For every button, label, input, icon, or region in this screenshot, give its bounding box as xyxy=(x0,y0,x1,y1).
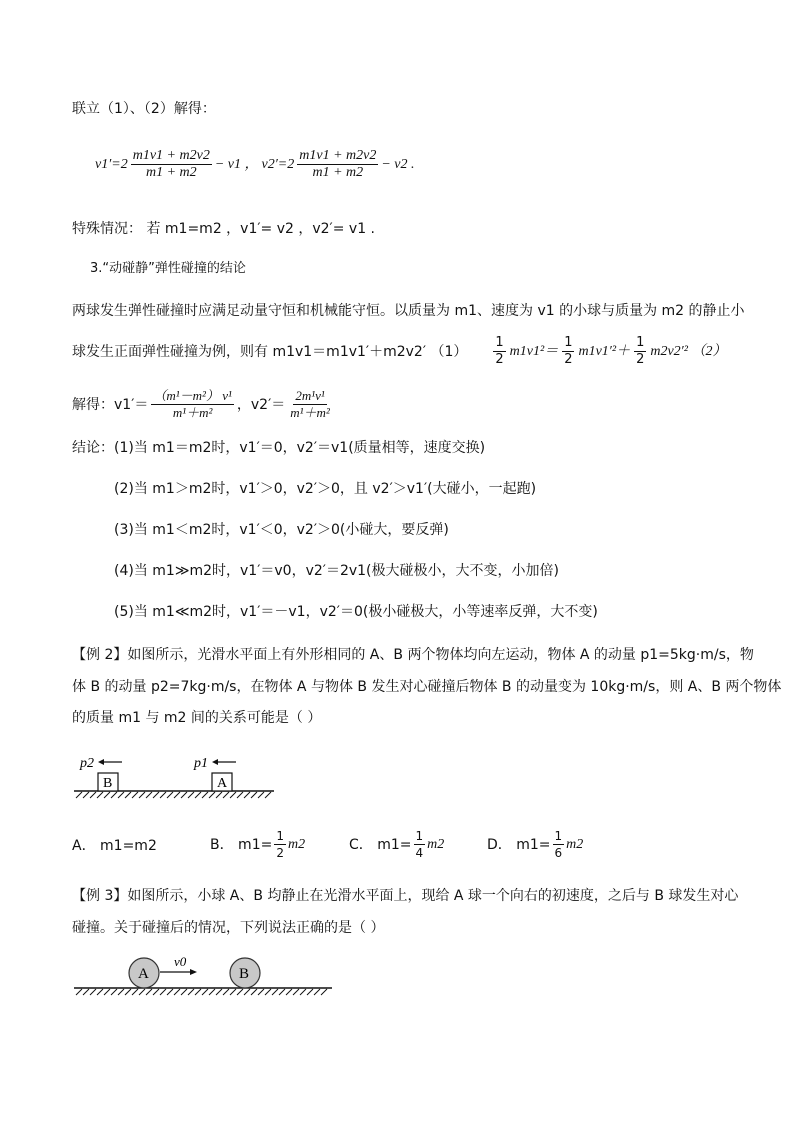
arrow-p2-head xyxy=(98,759,104,765)
example-2-line-1: 【例 2】如图所示，光滑水平面上有外形相同的 A、B 两个物体均向左运动，物体 A 的动量 p1=5kg·m/s，物 xyxy=(72,647,754,663)
solution-den-1: m¹＋m² xyxy=(172,405,213,420)
half-den-3: 2 xyxy=(636,352,645,367)
solution-fraction-2 xyxy=(288,388,332,421)
conclusion-1: 结论：(1)当 m1＝m2时，v1′＝0，v2′＝v1(质量相等，速度交换) xyxy=(72,440,486,456)
solution-label: 解得：v1′＝ xyxy=(72,396,149,413)
formula-v2-num: m1v1 + m2v2 xyxy=(299,148,377,163)
ball-b-label: B xyxy=(239,966,250,982)
figure-blocks-diagram xyxy=(70,752,280,802)
option-d-fraction xyxy=(553,828,565,861)
special-case-line: 特殊情况： 若 m1=m2 ，v1′= v2 ，v2′= v1 . xyxy=(72,221,376,237)
option-c-fraction xyxy=(414,828,426,861)
velocity-v0-label: v0 xyxy=(174,954,187,969)
para-line-2-term3: m2v2′² （2） xyxy=(650,343,727,359)
option-b-fraction xyxy=(274,828,286,861)
formula-v1-fraction xyxy=(131,148,212,181)
para-line-2-term1: m1v1²＝ xyxy=(509,343,559,359)
half-den-1: 2 xyxy=(495,352,504,367)
conclusion-4: (4)当 m1≫m2时，v1′＝v0，v2′＝2v1(极大碰极小，大不变，小加倍) xyxy=(114,563,559,579)
option-c-post: m2 xyxy=(427,836,445,852)
option-b-pre: B． m1= xyxy=(210,836,273,853)
half-fraction-3 xyxy=(634,335,646,368)
solution-mid: ，v2′＝ xyxy=(236,396,286,413)
ground-hatch-2 xyxy=(76,989,327,995)
arrow-v0-head xyxy=(190,969,197,975)
conclusion-5: (5)当 m1≪m2时，v1′＝－v1，v2′＝0(极小碰极大，小等速率反弹，大不变) xyxy=(114,604,598,620)
formula-v1-num: m1v1 + m2v2 xyxy=(132,148,210,163)
half-fraction-2 xyxy=(562,335,574,368)
half-num-1: 1 xyxy=(495,335,504,350)
option-b-den: 2 xyxy=(276,846,284,860)
example-2-line-2: 体 B 的动量 p2=7kg·m/s，在物体 A 与物体 B 发生对心碰撞后物体 B 的动量变为 10kg·m/s，则 A、B 两个物体 xyxy=(72,679,782,695)
option-d-post: m2 xyxy=(566,836,584,852)
block-b-label: B xyxy=(103,776,113,791)
option-b-post: m2 xyxy=(287,836,306,852)
formula-v2-tail: − v2 . xyxy=(381,156,415,172)
figure-balls-diagram xyxy=(70,950,338,1002)
option-d-pre: D． m1= xyxy=(487,836,551,853)
option-d xyxy=(487,828,583,861)
para-line-2 xyxy=(72,335,726,368)
para-line-2a: 球发生正面弹性碰撞为例，则有 m1v1＝m1v1′＋m2v2′ （1） xyxy=(72,343,468,360)
para-line-2-term2: m1v1′²＋ xyxy=(578,343,631,359)
momentum-p1-label: p1 xyxy=(194,756,208,771)
option-d-den: 6 xyxy=(554,846,563,860)
option-c-den: 4 xyxy=(415,846,424,860)
conclusion-3: (3)当 m1＜m2时，v1′＜0，v2′＞0(小碰大，要反弹) xyxy=(114,522,449,538)
option-b-num: 1 xyxy=(276,829,284,843)
half-fraction-1 xyxy=(493,335,505,368)
half-num-3: 1 xyxy=(636,335,645,350)
formula-v1-tail: − v1 ， xyxy=(214,156,259,172)
example-3-line-2: 碰撞。关于碰撞后的情况，下列说法正确的是（ ） xyxy=(72,920,385,936)
formula-v2-fraction xyxy=(297,148,378,181)
formula-v1-v2 xyxy=(95,148,415,181)
solution-fraction-1 xyxy=(151,388,234,421)
formula-v1-den: m1 + m2 xyxy=(145,165,197,180)
momentum-p2-label: p2 xyxy=(80,756,94,771)
option-d-num: 1 xyxy=(554,829,563,843)
example-3-line-1: 【例 3】如图所示，小球 A、B 均静止在光滑水平面上，现给 A 球一个向右的初速度，之后与 B 球发生对心 xyxy=(72,888,739,904)
half-num-2: 1 xyxy=(564,335,573,350)
solution-num-1: （m¹－m²） v¹ xyxy=(153,388,232,403)
ball-a-label: A xyxy=(138,966,149,982)
block-a-label: A xyxy=(217,776,228,791)
example-2-line-3: 的质量 m1 与 m2 间的关系可能是（ ） xyxy=(72,710,322,726)
solution-line xyxy=(72,388,332,421)
text-line-l1: 联立（1）、（2）解得： xyxy=(72,101,216,117)
half-den-2: 2 xyxy=(564,352,573,367)
formula-v2-lhs: v2′=2 xyxy=(261,156,295,172)
formula-v2-den: m1 + m2 xyxy=(312,165,364,180)
conclusion-2: (2)当 m1＞m2时，v1′＞0，v2′＞0，且 v2′＞v1′(大碰小，一起跑) xyxy=(114,481,537,497)
para-line-1: 两球发生弹性碰撞时应满足动量守恒和机械能守恒。以质量为 m1、速度为 v1 的小球与质量为 m2 的静止小 xyxy=(72,303,745,319)
ground-hatch xyxy=(76,792,271,798)
option-b xyxy=(210,828,305,861)
option-c xyxy=(349,828,444,861)
option-c-pre: C． m1= xyxy=(349,836,412,853)
option-a: A． m1=m2 xyxy=(72,838,157,854)
arrow-p1-head xyxy=(212,759,218,765)
solution-num-2: 2m¹v¹ xyxy=(295,388,325,403)
section-3-heading: 3.“动碰静”弹性碰撞的结论 xyxy=(90,261,246,276)
option-c-num: 1 xyxy=(415,829,424,843)
solution-den-2: m¹＋m² xyxy=(290,405,330,420)
formula-v1-lhs: v1′=2 xyxy=(95,156,128,172)
